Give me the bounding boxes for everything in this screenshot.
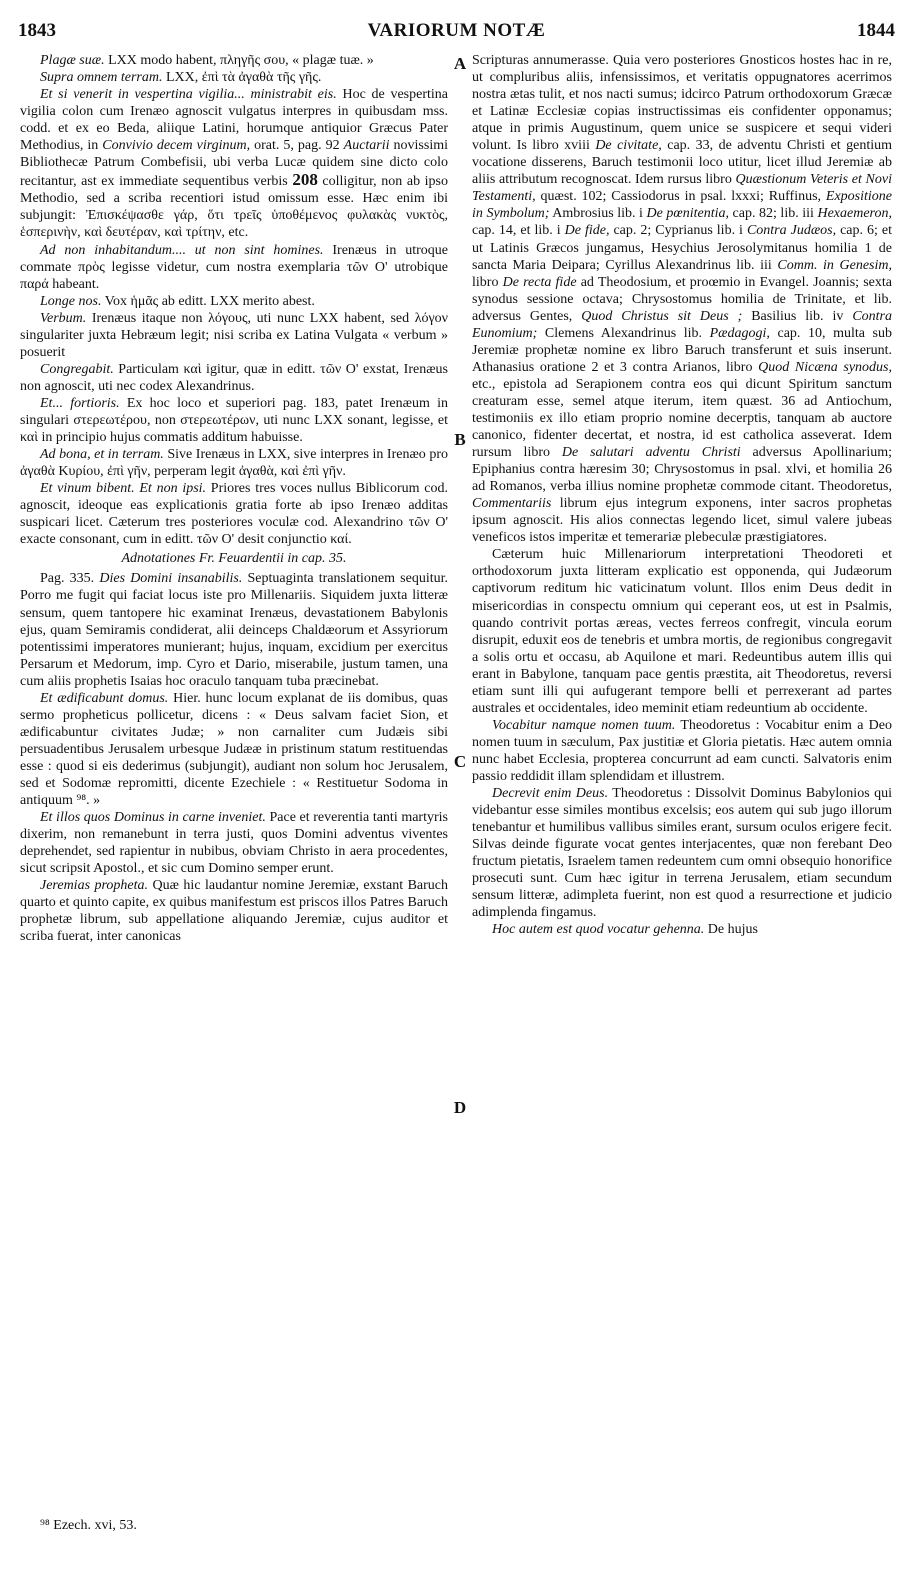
note-text: libro — [472, 274, 503, 290]
note-text: LXX modo habent, πληγῆς σου, « plagæ tuæ. » — [104, 53, 374, 68]
note-paragraph — [20, 69, 448, 86]
left-column — [20, 52, 448, 945]
note-paragraph — [472, 921, 892, 938]
note-text: Particulam καὶ igitur, quæ in editt. τῶν Ο' exstat, Irenæus non agnoscit, uti nec codex Alexandrinus. — [20, 361, 448, 394]
note-paragraph — [472, 717, 892, 785]
note-paragraph — [20, 361, 448, 395]
note-text: Ex hoc loco et superiori pag. 183, patet Irenæum in singulari στερεωτέρου, non στερεωτέρων, uti nunc LXX sonant, legisse, et καὶ in principio hujus commatis additum habuisse. — [20, 395, 448, 446]
margin-marker-b: B — [454, 430, 466, 449]
note-text: quæst. 102; Cassiodorus in psal. lxxxi; Ruffinus, — [535, 189, 826, 205]
lemma: Ad bona, et in terram. — [40, 447, 164, 463]
work-title: Pædagogi, — [709, 325, 770, 341]
note-paragraph — [20, 395, 448, 446]
note-text: LXX, ἐπὶ τὰ ἀγαθὰ τῆς γῆς. — [162, 70, 322, 86]
note-text: Vox ἡμᾶς ab editt. LXX merito abest. — [101, 293, 315, 309]
work-title: Expositione in Symbolum; — [472, 189, 892, 222]
note-text: De hujus — [704, 922, 758, 938]
note-text: Irenæus in utroque commate πρὸς legisse videtur, cum nostra exemplaria τῶν Ο' utrobique παρά habeant. — [20, 242, 448, 292]
note-paragraph — [20, 480, 448, 548]
note-text: Hier. hunc locum explanat de iis domibus, quas sermo propheticus pollicetur, dicens : « Deus salvam faciet Sion, et ædificabuntur civitates Judæ; » non carnaliter cum Judæis sibi persuadentibus Jerusalem urbesque Judææ in pristinum statum restituendas esse : quod si eis dederimus (subjungit), audiant non solum hoc Jerusalem, sed et Sodomæ repromitti, dicente Ezechiele : « Restituetur Sodoma in antiquum ⁹⁸. » — [20, 690, 448, 809]
work-title: Contra Eunomium; — [472, 308, 892, 341]
lemma: Decrevit enim Deus. — [492, 786, 609, 802]
lemma: Hoc autem est quod vocatur gehenna. — [492, 922, 705, 938]
note-paragraph — [20, 52, 448, 69]
note-text: Basilius lib. iv — [742, 308, 853, 324]
lemma: Et ædificabunt domus. — [40, 690, 169, 706]
note-paragraph — [472, 546, 892, 716]
note-paragraph — [20, 570, 448, 689]
note-text: ad Theodosium, et proœmio in Evangel. Joannis; sexta synodus sessione octava; Chrysostomus homilia de Trinitate, et lib. adversus Gentes, — [472, 274, 892, 324]
work-title: Quæstionum Veteris et Novi Testamenti, — [472, 172, 892, 205]
note-text: Quæ hic laudantur nomine Jeremiæ, exstant Baruch quarto et quinto capite, ex quibus manifestum est priscos illos Patres Baruch prophetæ librum, sub appellatione aliquando Jeremiæ, cujus auditor et scriba fuerat, inter canonicas — [20, 878, 448, 945]
work-title: Convivio decem virginum, — [102, 138, 251, 154]
lemma: Longe nos. — [40, 293, 102, 309]
note-paragraph — [20, 446, 448, 480]
note-text: colligitur, non ab ipso Methodio, sed a scriba recentiori istud omissum esse. Hæc enim ibi subjungit: Ἐπισκέψασθε γάρ, ὅτι τρεῖς ὑποθέμενος φυλακὰς νυκτὸς, ἑσπερινὴν, καὶ δευτέραν, καὶ τρίτην, etc. — [20, 174, 448, 241]
note-text: Cæterum huic Millenariorum interpretationi Theodoreti et orthodoxorum juxta litteram explicatio est opponenda, qui Judæorum captivorum reditum hic vaticinatum volunt. Illos enim Deus dedit in misericordias in conspectu omnium qui ceperant eos, ut est in Psalmis, quando contrivit portas æreas, vectes ferreos confregit, vincula eorum disrupit, eduxit eos de tenebris et umbra mortis, de regionibus congregavit a solis ortu et occasu, ab Aquilone et mari. Redeuntibus autem illis qui erant in Babylone, tanquam pace gentis præstita, ait Theodoretus, reversi etiam sunt illi qui aufugerant tempore belli et perrexerant ad partes australes et occidentales, ideo meminit etiam redeuntium ab occidente. — [472, 547, 892, 716]
lemma: Dies Domini insanabilis. — [99, 571, 243, 587]
note-text: Pag. 335. — [40, 571, 100, 587]
work-title: Quod Nicæna synodus, — [758, 359, 892, 375]
right-column — [472, 52, 892, 938]
note-paragraph — [20, 86, 448, 241]
lemma: Vocabitur namque nomen tuum. — [492, 717, 676, 733]
work-title: De civitate, — [595, 138, 662, 154]
work-title: Contra Judæos, — [746, 223, 837, 239]
note-paragraph — [20, 310, 448, 361]
note-text: Septuaginta translationem sequitur. Porro me fugit qui faciat locus iste pro Millenariis. Siquidem juxta litteræ sensum, quem tantopere hic examinat Irenæus, devastationem Babylonis ejus, quam Semiramis condiderat, alii deinceps Chaldæorum et Assyriorum potentissimi imperatores munierant; hujus, inquam, excidium per exercitus Persarum et Medorum, imp. Cyro et Dario, miserabile, justum tamen, una cum aliis prophetis Isaias hoc oraculo tanquam tuba præcinebat. — [20, 571, 449, 689]
work-title: De pœnitentia, — [646, 206, 729, 222]
note-paragraph — [20, 293, 448, 310]
work-title: Quod Christus sit Deus ; — [581, 308, 743, 324]
page-header — [18, 20, 895, 44]
work-title: Auctarii — [343, 138, 390, 154]
work-title: De salutari adventu Christi — [561, 445, 741, 461]
page-number-left: 1843 — [18, 20, 56, 41]
lemma: Verbum. — [40, 310, 87, 326]
note-text: Clemens Alexandrinus lib. — [537, 325, 710, 341]
note-paragraph — [472, 785, 892, 921]
note-text: adversus Apollinarium; Epiphanius contra hæresim 30; Chrysostomus in psal. xlvi, et homilia 26 ad Romanos, verba illius nomine prophetæ commode citant. Theodoretus, — [472, 445, 892, 495]
work-title: Hexaemeron, — [817, 206, 892, 222]
work-title: Commentariis — [472, 496, 552, 512]
work-title: De fide, — [564, 223, 610, 239]
note-paragraph — [20, 809, 448, 877]
note-text: librum ejus integrum exponens, inter sacros prophetas ipsum agnoscit. His alios connectas legendo licet, simul valere jubeas veneficos istos imperitæ et temerariæ plebeculæ præstigiatores. — [472, 496, 892, 546]
lemma: Et vinum bibent. Et non ipsi. — [40, 481, 207, 497]
running-title: VARIORUM NOTÆ — [367, 20, 546, 41]
note-text: cap. 6; et ut Latinis Græcos jungamus, Hesychius Jerosolymitanus homilia 1 de sancta Maria Deipara; Cyrillus Alexandrinus lib. iii — [472, 223, 892, 273]
work-title: Comm. in Genesim, — [777, 257, 893, 273]
note-text: cap. 33, de adventu Christi et gentium vocatione disserens, Baruch testimonii loco utitur, licet illud Jeremiæ ab aliis attributum recognoscat. Idem rursus libro — [472, 138, 893, 188]
lemma: Congregabit. — [40, 361, 114, 377]
lemma: Plagæ suæ. — [40, 53, 105, 68]
margin-marker-c: C — [453, 752, 467, 771]
note-paragraph — [20, 877, 448, 945]
lemma: Et si venerit in vespertina vigilia... ministrabit eis. — [40, 87, 337, 103]
note-text: etc., epistola ad Serapionem contra eos qui dicunt Spiritum sanctum creaturam esse, semel atque iterum, item quæst. 36 ad Antiochum, testimoniis ex illo etiam proprio nomine decerptis, tanquam ab auctore canonico, fidenter decertat, et nostra, id est catholica asseverat. Idem rursum libro — [472, 376, 892, 461]
note-text: Scripturas annumerasse. Quia vero posteriores Gnosticos hostes hac in re, ut compluribus aliis, infensissimos, et veritatis oppugnatores acerrimos nostra ætas tulit, et nos nacti sumus; idcirco Patrum orthodoxorum Græcæ et Latinæ Ecclesiæ copias instructissimas eis confidenter opponamus; atque in primis Augustinum, quem unice se suspicere et sequi videri volunt. Is libro xviii — [472, 53, 892, 154]
note-text: Priores tres voces nullus Biblicorum cod. agnoscit, ideoque eas explicationis gratia forte ab ipso Irenæo additas suspicari licet. Cæterum tres posteriores voculæ cod. Alexandrino τῶν Ο' exacte consonant, cum in editt. τῶν Ο' desit conjunctio καί. — [20, 481, 448, 548]
note-text: cap. 2; Cyprianus lib. i — [609, 223, 747, 239]
margin-marker-a: A — [453, 54, 467, 73]
note-text: Hoc de vespertina vigilia colon cum Irenæo agnoscit vulgatus interpres in quibusdam mss. codd. et ex eo Beda, aliique Latini, horumque antiquior Græcus Pater Methodius, in — [20, 87, 448, 154]
margin-marker-d: D — [453, 1098, 467, 1117]
note-paragraph — [20, 690, 448, 809]
note-text: Theodoretus : Dissolvit Dominus Babylonios qui videbantur esse similes montibus excelsis; eos autem qui sub jugo illorum tenebantur et humilibus vallibus similes erant, sursum oculos erigere fecit. Silvas deinde figurate vocat gentes interjacentes, quæ non ferebant Deo fructum pietatis, Israelem tamen redeuntem cum omni obsequio honorifice prosecuti sunt. Cum hæc igitur in terrena Jerusalem, etiam secundum sensum litteræ, adimpleta fuerint, non est quod a resurrectione et judicio adimplenda fingamus. — [472, 786, 892, 921]
lemma: Et illos quos Dominus in carne inveniet. — [40, 810, 266, 826]
note-paragraph — [20, 242, 448, 293]
lemma: Supra omnem terram. — [40, 70, 163, 86]
lemma: Et... fortioris. — [40, 395, 120, 411]
page-number-right: 1844 — [857, 20, 895, 41]
note-text: Theodoretus : Vocabitur enim a Deo nomen tuum in sæculum, Pax justitiæ et Gloria pietatis. Hæc autem omnia nunc habet Ecclesia, propterea concurrunt ad eam cuncti. Salvatoris enim passio reddidit illam splendidam et illustrem. — [472, 717, 892, 784]
work-title: De recta fide — [502, 274, 577, 290]
section-heading: Adnotationes Fr. Feuardentii in cap. 35. — [121, 551, 347, 567]
note-text: cap. 10, multa sub Jeremiæ prophetæ nomine ex libro Baruch transferunt et suis inserunt. Athanasius oratione 2 et 3 contra Arianos, libro — [472, 325, 892, 375]
note-text: cap. 14, et lib. i — [472, 223, 565, 239]
note-text: cap. 82; lib. iii — [728, 206, 818, 222]
note-text: Ambrosius lib. i — [549, 206, 647, 222]
lemma: Jeremias propheta. — [40, 878, 149, 894]
footnote: ⁹⁸ Ezech. xvi, 53. — [40, 1518, 137, 1533]
lemma: Ad non inhabitandum.... ut non sint homines. — [40, 242, 324, 258]
note-text: Sive Irenæus in LXX, sive interpres in Irenæo pro ἀγαθὰ Κυρίου, ἐπὶ γῆν, perperam legit ἀγαθὰ, καὶ ἐπὶ γῆν. — [20, 447, 448, 480]
note-text: Pace et reverentia tanti martyris dixerim, non remanebunt in terra justi, quos Domini adventus viventes deprehendet, sed rapientur in nubibus, obviam Christo in aera procedentes, sicut scripsit Apostol., et sic cum Domino semper erunt. — [20, 810, 448, 877]
note-text: orat. 5, pag. 92 — [250, 138, 344, 154]
note-text: novissimi Bibliothecæ Patrum Combefisii, ubi verba Lucæ quidem sine dicto colo recitantur, ast ex immediate sequentibus verbis — [20, 138, 448, 190]
note-text: Irenæus itaque non λόγους, uti nunc LXX habent, sed λόγον singulariter juxta Hebræum legit; nisi scriba ex Latina Vulgata « verbum » posuerit — [20, 310, 448, 360]
note-paragraph — [472, 52, 892, 546]
edition-page-marker: 208 — [292, 170, 318, 190]
